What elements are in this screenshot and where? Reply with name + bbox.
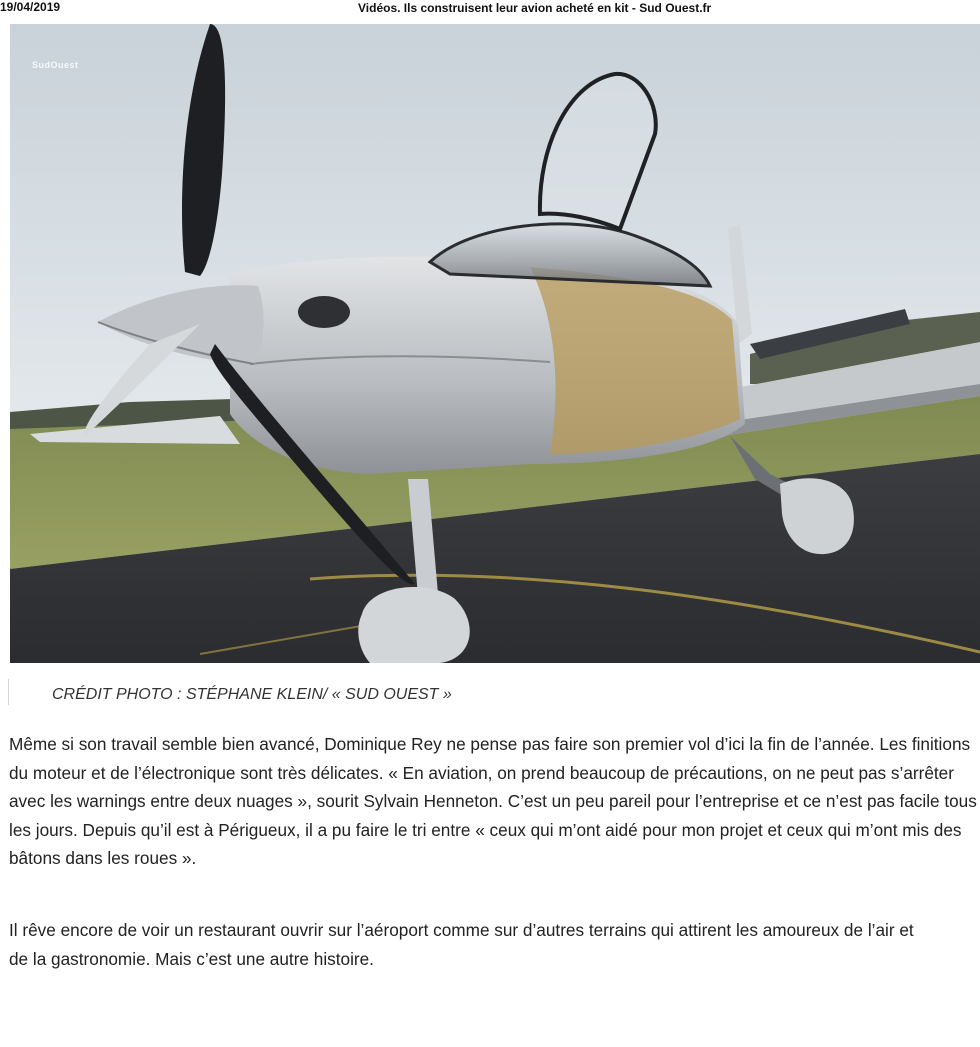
print-date: 19/04/2019 [0,0,61,14]
article-photo-kit-airplane [10,24,980,663]
photo-watermark: SudOuest [32,60,79,70]
article-paragraph-2: Il rêve encore de voir un restaurant ouvrir sur l’aéroport comme sur d’autres terrains qui attirent les amoureux de l’air et de la gastronomie. Mais c’est une autre histoire. [9,920,914,969]
credit-divider [8,679,9,705]
airplane-illustration [10,24,980,663]
print-page-title: Vidéos. Ils construisent leur avion acheté en kit - Sud Ouest.fr [358,1,712,15]
photo-credit: CRÉDIT PHOTO : STÉPHANE KLEIN/ « SUD OUEST » [52,686,452,703]
article-paragraph-1: Même si son travail semble bien avancé, Dominique Rey ne pense pas faire son premier vol d’ici la fin de l’année. Les finitions du moteur et de l’électronique sont très délicates. « En aviation, on prend beaucoup de précautions, on ne peut pas s’arrêter avec les warnings entre deux nuages », sourit Sylvain Henneton. C’est un peu pareil pour l’entreprise et ce n’est pas facile tous les jours. Depuis qu’il est à Périgueux, il a pu faire le tri entre « ceux qui m’ont aidé pour mon projet et ceux qui m’ont mis des bâtons dans les roues ». [9,734,977,868]
